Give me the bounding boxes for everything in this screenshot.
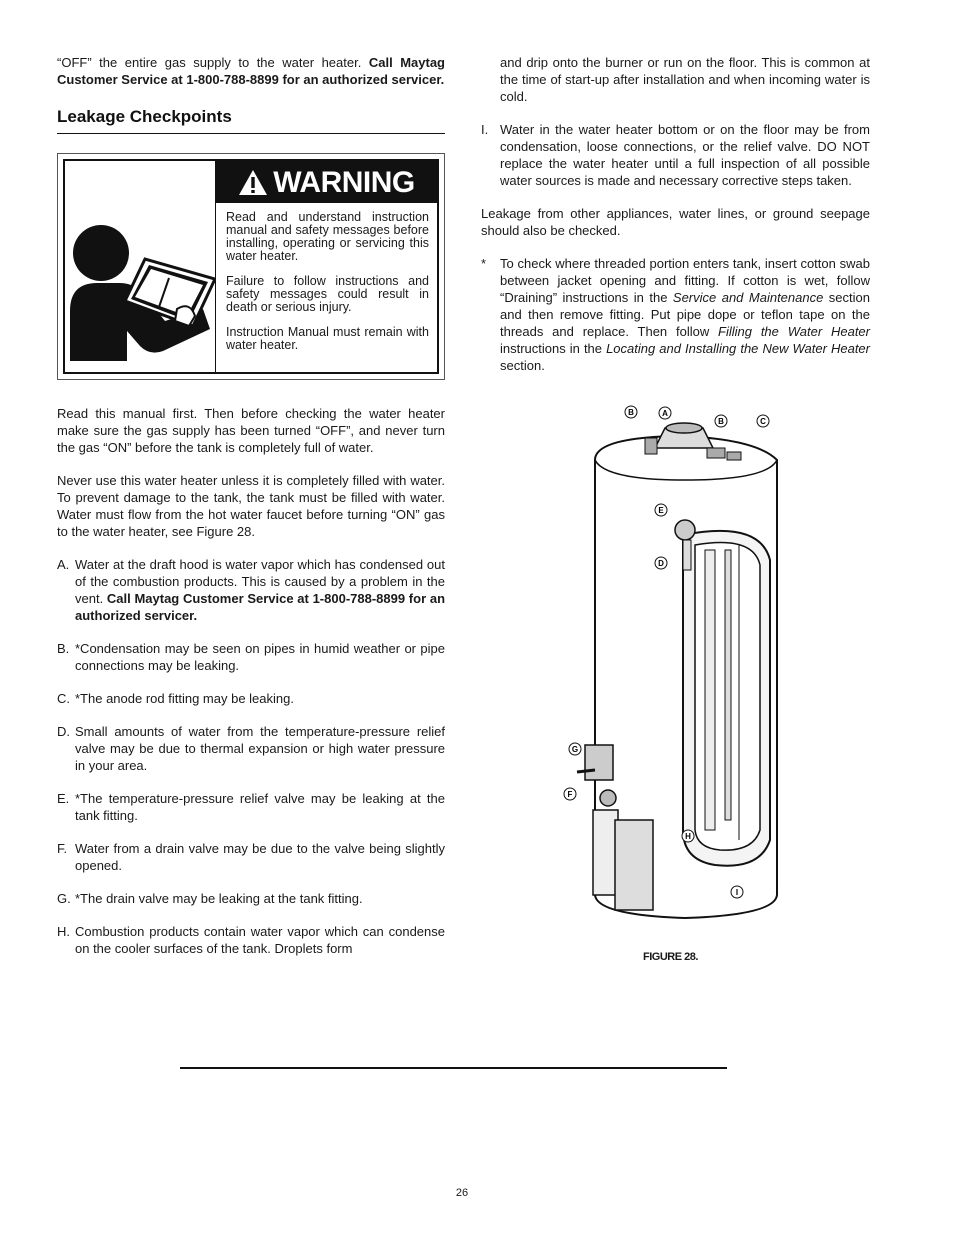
figure-label-b: B <box>628 408 634 417</box>
list-item-f: F. Water from a drain valve may be due to the valve being slightly opened. <box>57 841 445 873</box>
figure-label-c: C <box>760 417 766 426</box>
warning-header: WARNING <box>216 161 437 203</box>
section-heading: Leakage Checkpoints <box>57 107 232 126</box>
figure-label-h: H <box>685 832 691 841</box>
note-threaded-check: * To check where threaded portion enters tank, insert cotton swab between jacket opening and fitting. If cotton is wet, follow “Draining” instructions in the Service and Maintenance section and then remove fitting. Put pipe dope or teflon tape on the threads and replace. Then follow Filling the Water Heater instructions in the Locating and Installing the New Water Heater section. <box>481 256 870 373</box>
figure-label-b2: B <box>718 417 724 426</box>
water-heater-diagram <box>555 400 810 920</box>
list-item-d: D. Small amounts of water from the temperature-pressure relief valve may be due to thermal expansion or high water pressure in your area. <box>57 724 445 773</box>
figure-label-g: G <box>571 745 579 754</box>
warning-text-3: Instruction Manual must remain with water heater. <box>226 325 429 352</box>
warning-text-2: Failure to follow instructions and safety messages could result in death or serious injury. <box>226 274 429 314</box>
list-item-b: B. *Condensation may be seen on pipes in humid weather or pipe connections may be leaking. <box>57 641 445 673</box>
list-item-h: H. Combustion products contain water vapor which can condense on the cooler surfaces of the tank. Droplets form <box>57 924 445 956</box>
list-item-a: A. Water at the draft hood is water vapor which has condensed out of the combustion products. This is caused by a problem in the vent. Call Maytag Customer Service at 1-800-788-8899 for an authorized servicer. <box>57 557 446 623</box>
bottom-rule <box>180 1067 727 1069</box>
reading-person-icon <box>65 161 216 372</box>
list-item-e: E. *The temperature-pressure relief valve may be leaking at the tank fitting. <box>57 791 445 823</box>
warning-label <box>57 153 445 380</box>
figure-label-e: E <box>658 506 664 515</box>
right-column <box>481 54 870 390</box>
figure-label-f: F <box>567 790 573 799</box>
figure-label-i: I <box>735 888 739 897</box>
paragraph-never-use: Never use this water heater unless it is completely filled with water. To prevent damage to the tank, the tank must be filled with water. Water must flow from the hot water faucet before turning “ON” gas to the water heater, see Figure 28. <box>57 473 445 539</box>
figure-caption: FIGURE 28. <box>643 951 698 963</box>
figure-label-a: A <box>662 409 668 418</box>
intro-paragraph: “OFF” the entire gas supply to the water heater. Call Maytag Customer Service at 1-800-788-8899 for an authorized servicer. <box>57 55 446 87</box>
list-item-g: G. *The drain valve may be leaking at the tank fitting. <box>57 891 363 906</box>
paragraph-other-leakage: Leakage from other appliances, water lines, or ground seepage should also be checked. <box>481 206 870 238</box>
left-column <box>57 54 445 973</box>
page-number: 26 <box>455 1187 469 1199</box>
heading-rule <box>57 133 445 134</box>
paragraph-read-manual: Read this manual first. Then before checking the water heater make sure the gas supply has been turned “OFF”, and never turn the gas “ON” before the tank is completely full of water. <box>57 406 445 455</box>
warning-text-1: Read and understand instruction manual and safety messages before installing, operating or servicing this water heater. <box>226 210 429 263</box>
warning-triangle-icon <box>238 169 268 196</box>
figure-label-d: D <box>658 559 664 568</box>
list-item-c: C. *The anode rod fitting may be leaking. <box>57 691 294 706</box>
list-item-i: I. Water in the water heater bottom or on the floor may be from condensation, loose connections, or the relief valve. DO NOT replace the water heater until a full inspection of all possible water sources is made and necessary corrective steps taken. <box>481 122 870 188</box>
continued-paragraph: and drip onto the burner or run on the floor. This is common at the time of start-up after installation and when incoming water is cold. <box>500 55 870 104</box>
